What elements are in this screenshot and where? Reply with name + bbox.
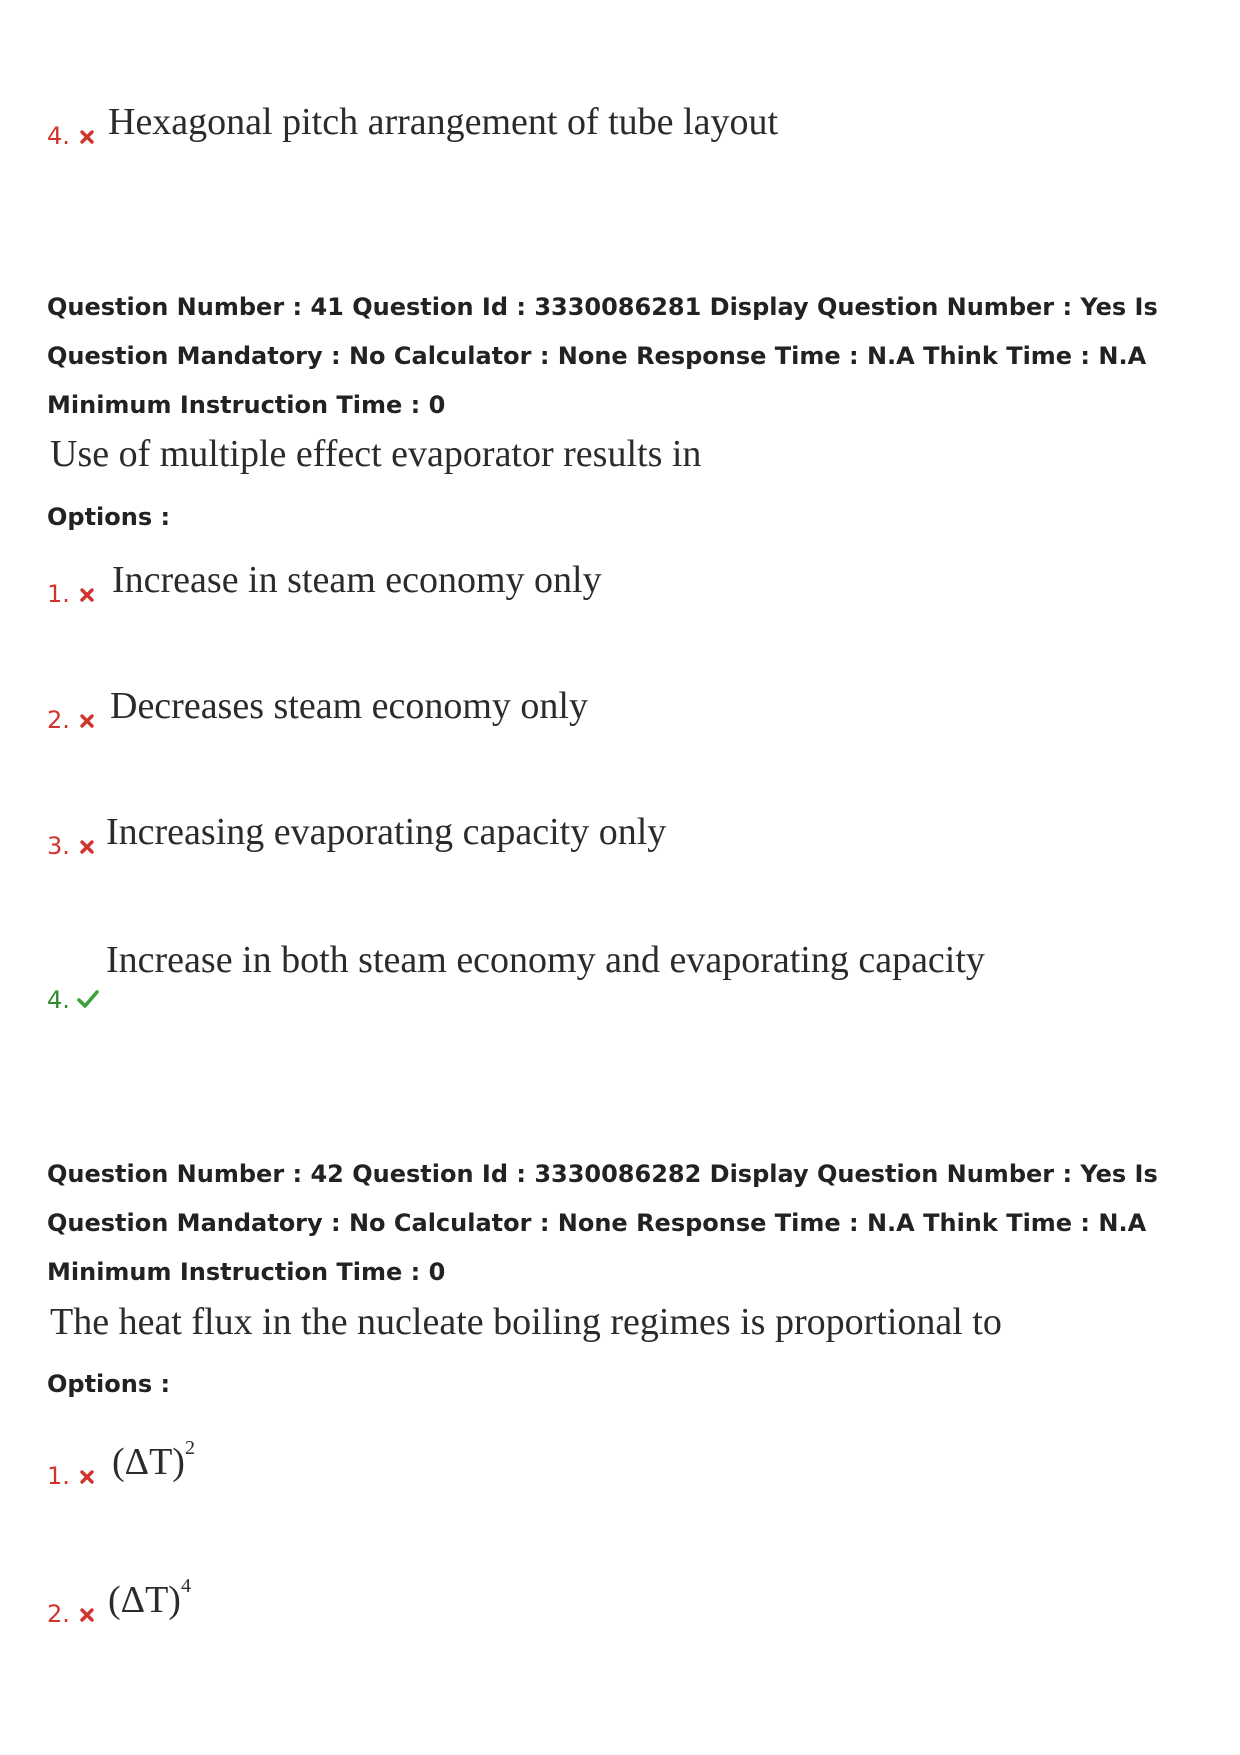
options-label: Options : [47, 503, 171, 531]
question-42-text: The heat flux in the nucleate boiling regimes is proportional to [50, 1301, 1002, 1343]
option-text: Increase in steam economy only [112, 559, 602, 601]
cross-icon [78, 1606, 96, 1624]
option-text: Hexagonal pitch arrangement of tube layout [108, 101, 779, 143]
option-number: 2. [47, 1600, 70, 1628]
question-41-text: Use of multiple effect evaporator results in [50, 433, 702, 475]
cross-icon [78, 586, 96, 604]
formula-exponent: 2 [184, 1437, 195, 1460]
formula-exponent: 4 [180, 1575, 191, 1598]
cross-icon [78, 128, 96, 146]
option-formula [108, 1575, 191, 1622]
cross-icon [78, 712, 96, 730]
option-text: Increase in both steam economy and evaporating capacity [106, 939, 985, 981]
cross-icon [78, 838, 96, 856]
option-number: 1. [47, 580, 70, 608]
q42-option-2 [0, 1575, 1200, 1638]
option-number: 1. [47, 1462, 70, 1490]
q41-option-2 [0, 684, 1200, 744]
prev-option-4 [0, 100, 1200, 160]
option-number: 2. [47, 706, 70, 734]
option-text: Increasing evaporating capacity only [106, 811, 667, 853]
question-42-meta: Question Number : 42 Question Id : 3330086282 Display Question Number : Yes Is Question Mandatory : No Calculator : None Response Time : N.A Think Time : N.A Minimum Instruction Time : 0 [47, 1160, 1158, 1286]
formula-base: (ΔT) [108, 1579, 181, 1621]
q42-option-1 [0, 1437, 1200, 1500]
formula-base: (ΔT) [112, 1441, 185, 1483]
option-number: 4. [47, 122, 70, 150]
cross-icon [78, 1468, 96, 1486]
option-number: 3. [47, 832, 70, 860]
option-formula [112, 1437, 195, 1484]
check-icon [76, 988, 100, 1010]
q41-option-1 [0, 558, 1200, 618]
option-text: Decreases steam economy only [110, 685, 588, 727]
q41-option-4 [0, 938, 1200, 1018]
question-41-meta: Question Number : 41 Question Id : 3330086281 Display Question Number : Yes Is Question Mandatory : No Calculator : None Response Time : N.A Think Time : N.A Minimum Instruction Time : 0 [47, 293, 1158, 419]
q41-option-3 [0, 810, 1200, 870]
options-label: Options : [47, 1370, 171, 1398]
option-number: 4. [47, 986, 70, 1014]
